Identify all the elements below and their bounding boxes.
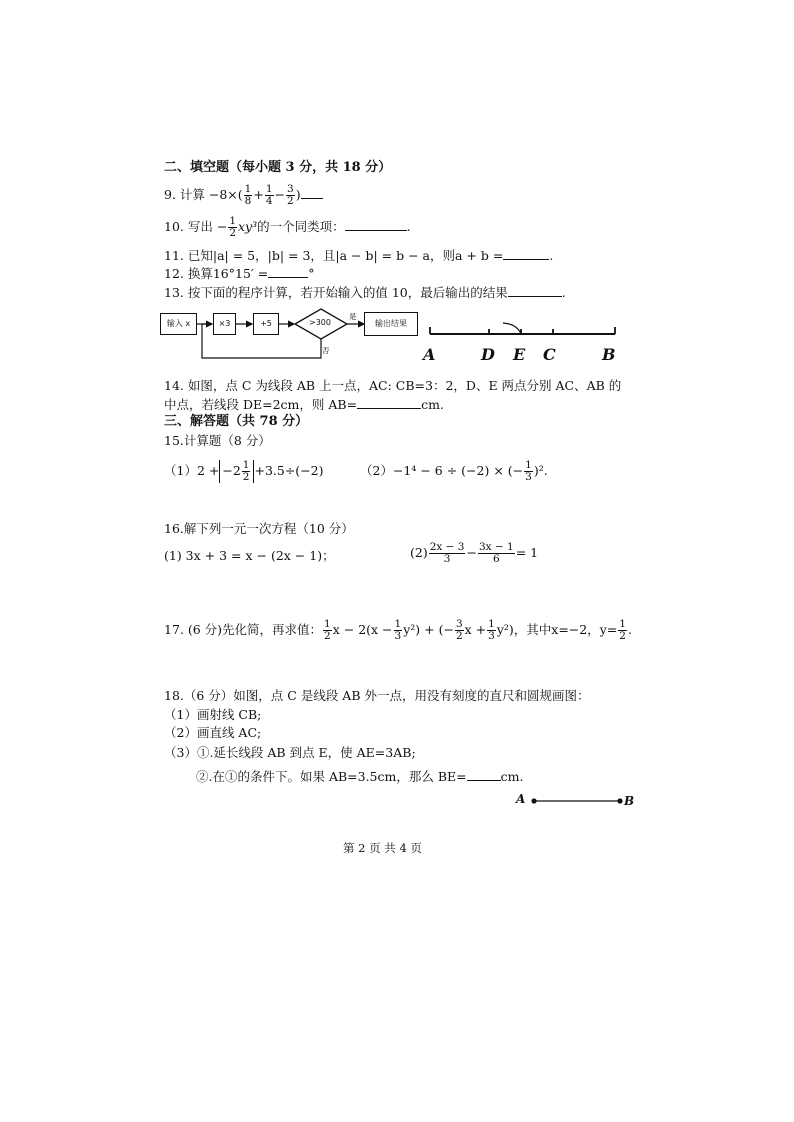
question-18-line-1: 18.（6 分）如图，点 C 是线段 AB 外一点，用没有刻度的直尺和圆规画图：	[164, 688, 590, 703]
point-e-label: E	[513, 345, 526, 364]
q14-answer-blank[interactable]	[357, 396, 421, 409]
segment-ab-line	[425, 318, 625, 348]
q11-answer-blank[interactable]	[503, 247, 549, 260]
q12-answer-blank[interactable]	[268, 265, 308, 278]
question-13: 13. 按下面的程序计算，若开始输入的值 10，最后输出的结果 .	[164, 285, 566, 300]
q18-answer-blank[interactable]	[467, 768, 501, 781]
question-16-title: 16.解下列一元一次方程（10 分）	[164, 521, 354, 536]
flowchart-condition-label: >300	[309, 318, 331, 327]
question-15-part-1: （1）2 + −2 $\frac{1}{2}$ +3.5÷(−2)	[164, 459, 324, 483]
q18-point-b-label: B	[624, 794, 635, 808]
q9-fraction-1: $\frac{1}{8}$	[244, 183, 252, 207]
question-16-part-1: (1) 3x + 3 = x − (2x − 1)；	[164, 548, 335, 563]
q9-fraction-3: $\frac{3}{2}$	[287, 183, 294, 207]
flowchart-no-label: 否	[322, 346, 330, 355]
question-18-step-1: （1）画射线 CB;	[164, 707, 262, 722]
question-10: 10. 写出 − $\frac{1}{2}$ xy³的一个同类项： .	[164, 215, 411, 239]
question-15-part-2: （2）−1⁴ − 6 ÷ (−2) × (− $\frac{1}{3}$ )².	[360, 459, 548, 483]
question-16-part-2: (2) $\frac{2x - 3}{3}$ − $\frac{3x - 1}{6}$ = 1	[410, 541, 539, 565]
q18-point-a-label: A	[516, 792, 526, 806]
q13-answer-blank[interactable]	[508, 284, 562, 297]
flowchart-input-box: 输入 x	[160, 313, 197, 335]
question-18-step-2: （2）画直线 AC;	[164, 725, 262, 740]
flowchart-add-box: +5	[253, 313, 279, 335]
question-18-step-3: （3）①.延长线段 AB 到点 E，使 AE=3AB;	[164, 745, 416, 760]
q10-fraction: $\frac{1}{2}$	[229, 215, 236, 239]
question-15-title: 15.计算题（8 分）	[164, 433, 271, 448]
section-3-title: 三、解答题（共 78 分）	[164, 414, 309, 429]
q9-text-before: 9. 计算 −8×(	[164, 187, 243, 202]
q10-answer-blank[interactable]	[345, 218, 407, 231]
q9-fraction-2: $\frac{1}{4}$	[265, 183, 273, 207]
point-b-label: B	[602, 345, 616, 364]
question-14-line-1: 14. 如图，点 C 为线段 AB 上一点，AC: CB=3：2，D、E 两点分别 AC、AB 的	[164, 378, 622, 393]
q9-text-after: )	[295, 187, 301, 202]
question-12: 12. 换算16°15′ = °	[164, 266, 315, 281]
page-number-footer: 第 2 页 共 4 页	[343, 841, 422, 855]
point-a-label: A	[423, 345, 436, 364]
q9-answer-blank[interactable]	[301, 186, 323, 199]
flowchart-output-box: 输出结果	[364, 312, 418, 336]
flowchart-yes-label: 是	[349, 312, 357, 321]
flowchart-multiply-box: ×3	[213, 313, 236, 335]
section-2-title: 二、填空题（每小题 3 分，共 18 分）	[164, 160, 392, 175]
question-9: 9. 计算 −8×( $\frac{1}{8}$ + $\frac{1}{4}$ − $\frac{3}{2}$ )	[164, 184, 323, 207]
question-11: 11. 已知|a| = 5，|b| = 3，且|a − b| = b − a，则a + b = .	[164, 248, 554, 263]
point-d-label: D	[481, 345, 495, 364]
point-c-label: C	[543, 345, 556, 364]
question-14-line-2: 中点，若线段 DE=2cm，则 AB= cm.	[164, 397, 444, 412]
question-18-step-4: ②.在①的条件下。如果 AB=3.5cm，那么 BE= cm.	[196, 769, 524, 784]
question-17: 17. (6 分)先化简，再求值： $\frac{1}{2}$ x − 2(x − $\frac{1}{3}$ y²) + (− $\frac{3}{2}$ x + $\frac{1}{3}$ y²)，其中x=−2，y= $\frac{1}{2}$ .	[164, 618, 632, 642]
q18-segment-ab	[528, 794, 628, 808]
